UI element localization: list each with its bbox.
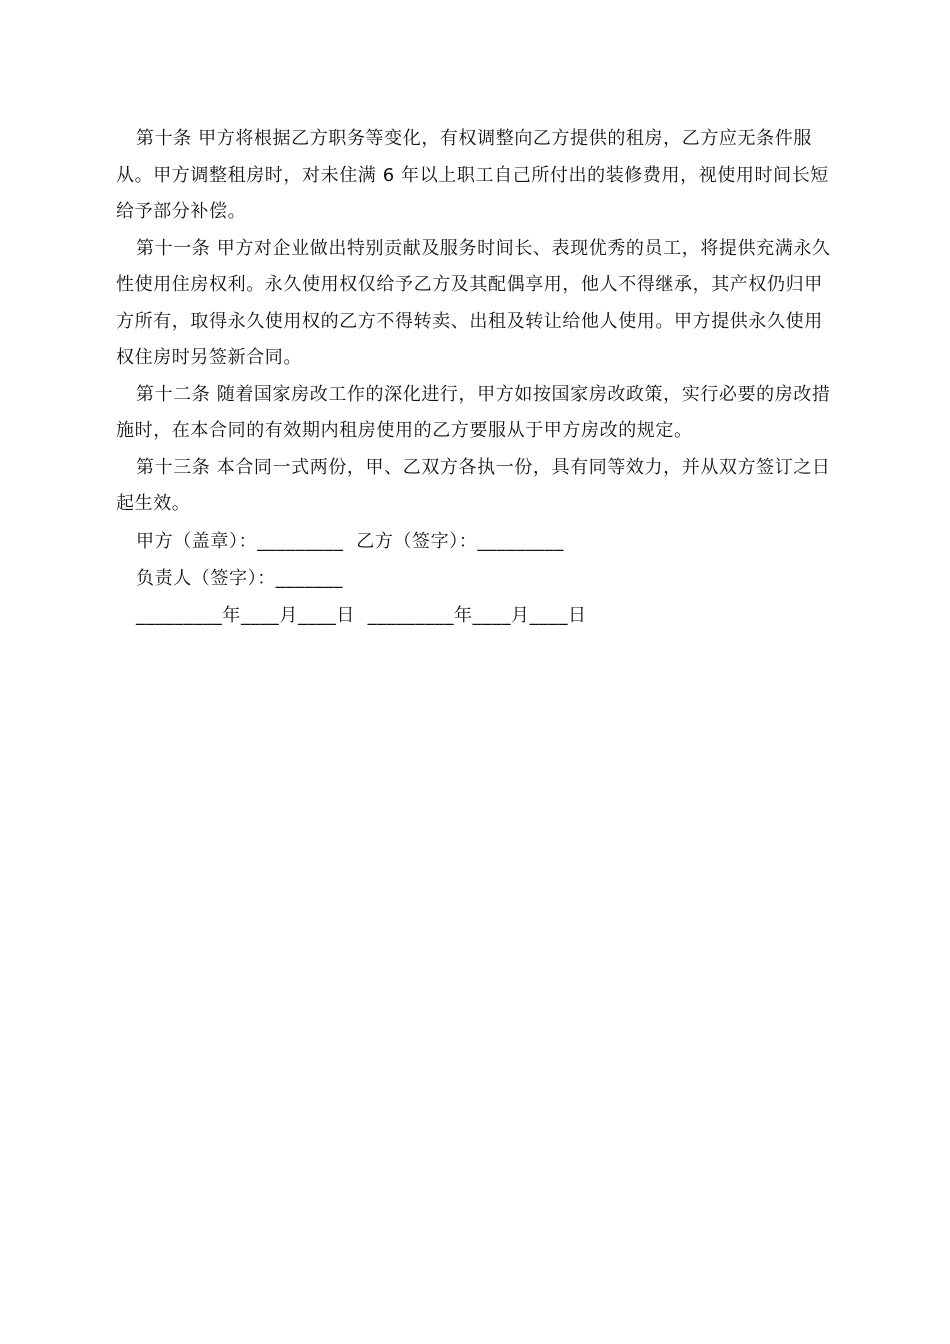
- signature-line: 甲方（盖章）：_________ 乙方（签字）：_________: [136, 530, 564, 552]
- article-13: 第十三条 本合同一式两份，甲、乙双方各执一份，具有同等效力，并从双方签订之日起生效。: [116, 456, 831, 514]
- date-line: _________年____月____日 _________年____月____日: [136, 604, 587, 626]
- article-12: 第十二条 随着国家房改工作的深化进行，甲方如按国家房改政策，实行必要的房改措施时，在本合同的有效期内租房使用的乙方要服从于甲方房改的规定。: [116, 383, 831, 441]
- responsible-person-line: 负责人（签字）：_______: [136, 567, 343, 589]
- contract-body: [116, 121, 836, 634]
- article-10: 第十条 甲方将根据乙方职务等变化，有权调整向乙方提供的租房，乙方应无条件服从。甲方调整租房时，对未住满 6 年以上职工自己所付出的装修费用，视使用时间长短给予部分补偿。: [116, 128, 829, 222]
- article-11: 第十一条 甲方对企业做出特别贡献及服务时间长、表现优秀的员工，将提供充满永久性使用住房权利。永久使用权仅给予乙方及其配偶享用，他人不得继承，其产权仍归甲方所有，取得永久使用权的乙方不得转卖、出租及转让给他人使用。甲方提供永久使用权住房时另签新合同。: [116, 237, 831, 368]
